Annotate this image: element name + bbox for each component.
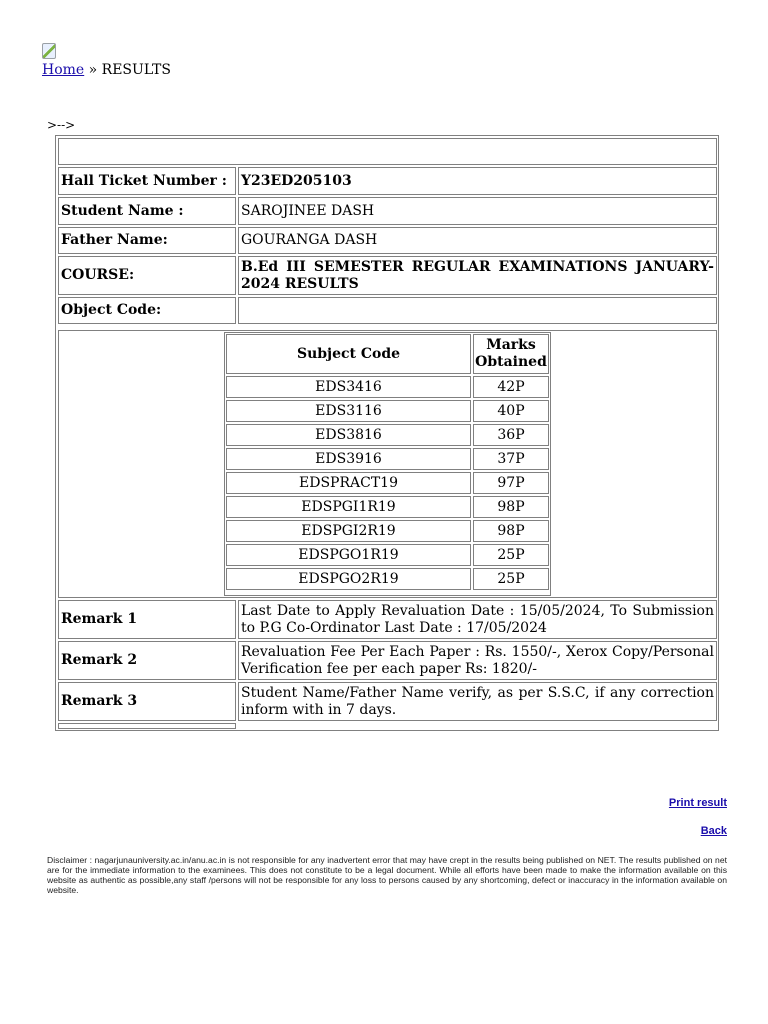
university-logo-image xyxy=(42,43,56,59)
table-footer-empty-cell xyxy=(58,723,236,729)
subject-code-cell: EDSPRACT19 xyxy=(226,472,471,494)
home-link[interactable]: Home xyxy=(42,62,85,78)
subject-code-cell: EDS3416 xyxy=(226,376,471,398)
student-name-label: Student Name : xyxy=(58,197,236,225)
course-value xyxy=(238,256,717,295)
subject-code-cell: EDSPGO1R19 xyxy=(226,544,471,566)
remark-1-text: Last Date to Apply Revaluation Date : 15/05/2024, To Submission to P.G Co-Ordinator Last Date : 17/05/2024 xyxy=(241,603,714,636)
subject-code-header: Subject Code xyxy=(226,334,471,374)
stray-comment-text: >--> xyxy=(47,118,76,132)
father-name-label: Father Name: xyxy=(58,227,236,254)
hall-ticket-label: Hall Ticket Number : xyxy=(58,167,236,195)
subject-code-cell: EDS3916 xyxy=(226,448,471,470)
marks-obtained-cell: 42P xyxy=(473,376,549,398)
marks-obtained-header: Marks Obtained xyxy=(473,334,549,374)
object-code-label: Object Code: xyxy=(58,297,236,324)
subject-code-cell: EDSPGI1R19 xyxy=(226,496,471,518)
remark-1-value xyxy=(238,600,717,639)
marks-obtained-cell: 25P xyxy=(473,568,549,590)
marks-obtained-cell: 40P xyxy=(473,400,549,422)
subject-code-cell: EDS3816 xyxy=(226,424,471,446)
table-header-empty-row xyxy=(58,138,717,165)
father-name-value: GOURANGA DASH xyxy=(238,227,717,254)
marks-obtained-cell: 37P xyxy=(473,448,549,470)
hall-ticket-value: Y23ED205103 xyxy=(238,167,717,195)
remark-2-label: Remark 2 xyxy=(58,641,236,680)
marks-obtained-cell: 36P xyxy=(473,424,549,446)
breadcrumb-separator: » xyxy=(84,62,102,78)
marks-obtained-cell: 25P xyxy=(473,544,549,566)
remark-2-value xyxy=(238,641,717,680)
remark-1-label: Remark 1 xyxy=(58,600,236,639)
remark-3-value xyxy=(238,682,717,721)
print-result-link[interactable]: Print result xyxy=(668,797,727,809)
student-name-value: SAROJINEE DASH xyxy=(238,197,717,225)
subject-code-cell: EDSPGI2R19 xyxy=(226,520,471,542)
object-code-value xyxy=(238,297,717,324)
marks-obtained-cell: 98P xyxy=(473,520,549,542)
course-value-text: B.Ed III SEMESTER REGULAR EXAMINATIONS JANUARY-2024 RESULTS xyxy=(241,258,714,292)
remark-2-text: Revaluation Fee Per Each Paper : Rs. 1550/-, Xerox Copy/Personal Verification fee per each paper Rs: 1820/- xyxy=(241,644,714,677)
marks-obtained-cell: 98P xyxy=(473,496,549,518)
disclaimer-text: Disclaimer : nagarjunauniversity.ac.in/anu.ac.in is not responsible for any inadvertent error that may have crept in the results being published on NET. The results published on net are for the immediate information to the examinees. This does not constitute to be a legal document. While all efforts have been made to make the information available on this website as authentic as possible,any staff /persons will not be responsible for any loss to persons caused by any shortcoming, defect or inaccuracy in the information available on website. xyxy=(47,855,727,895)
breadcrumb-current: RESULTS xyxy=(101,62,171,78)
back-link[interactable]: Back xyxy=(700,825,727,837)
course-label: COURSE: xyxy=(58,256,236,295)
subject-code-cell: EDS3116 xyxy=(226,400,471,422)
remark-3-text: Student Name/Father Name verify, as per S.S.C, if any correction inform with in 7 days. xyxy=(241,685,714,718)
breadcrumb xyxy=(42,61,171,79)
remark-3-label: Remark 3 xyxy=(58,682,236,721)
marks-obtained-cell: 97P xyxy=(473,472,549,494)
subject-code-cell: EDSPGO2R19 xyxy=(226,568,471,590)
